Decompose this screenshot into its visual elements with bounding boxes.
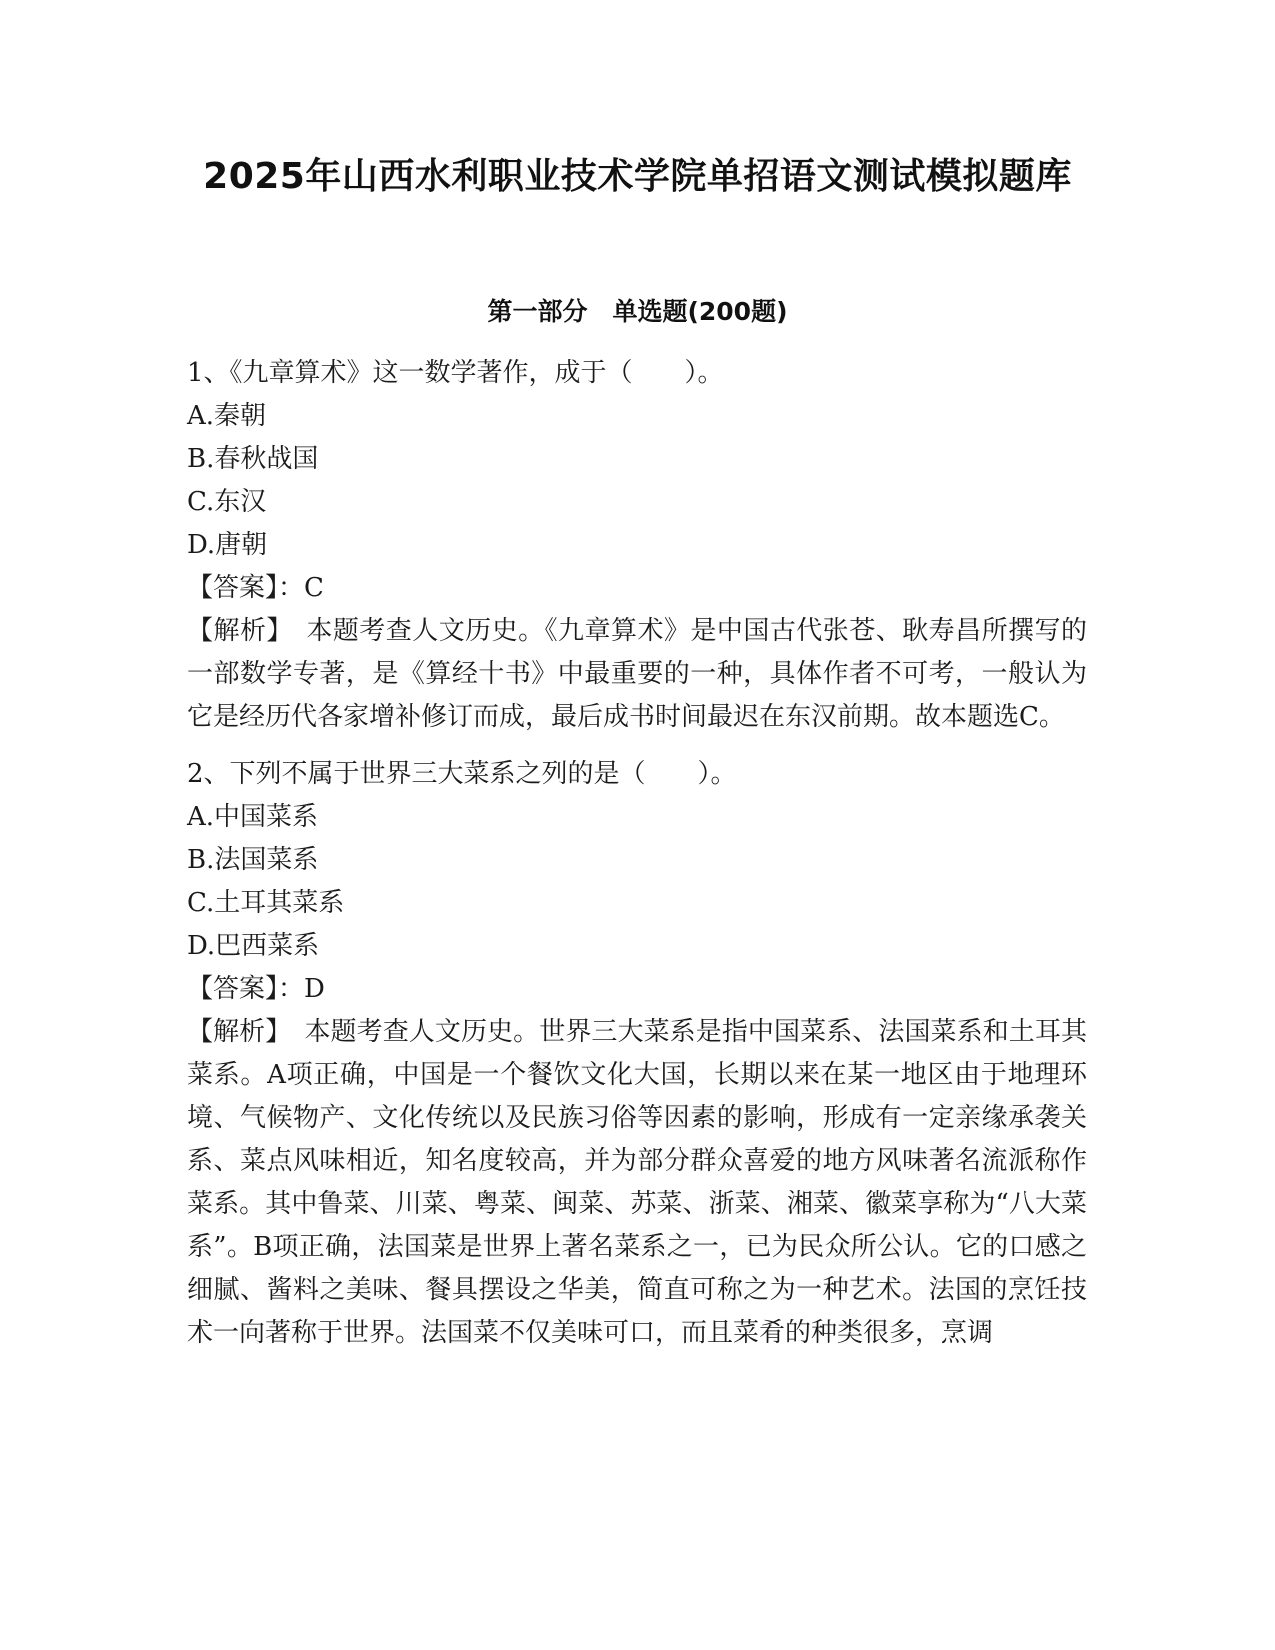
answer-line xyxy=(187,968,1087,1011)
question-1 xyxy=(187,352,1087,739)
question-stem: 2、下列不属于世界三大菜系之列的是（ ）。 xyxy=(187,759,737,789)
analysis-text: 本题考查人文历史。世界三大菜系是指中国菜系、法国菜系和土耳其菜系。A项正确，中国是一个餐饮文化大国，长期以来在某一地区由于地理环境、气候物产、文化传统以及民族习俗等因素的影响，形成有一定亲缘承袭关系、菜点风味相近，知名度较高，并为部分群众喜爱的地方风味著名流派称作菜系。其中鲁菜、川菜、粤菜、闽菜、苏菜、浙菜、湘菜、徽菜享称为“八大菜系”。B项正确，法国菜是世界上著名菜系之一，已为民众所公认。它的口感之细腻、酱料之美味、餐具摆设之华美，简直可称之为一种艺术。法国的烹饪技术一向著称于世界。法国菜不仅美味可口，而且菜肴的种类很多，烹调 xyxy=(187,1017,1087,1348)
analysis-text: 本题考查人文历史。《九章算术》是中国古代张苍、耿寿昌所撰写的一部数学专著，是《算经十书》中最重要的一种，具体作者不可考，一般认为它是经历代各家增补修订而成，最后成书时间最迟在东汉前期。故本题选C。 xyxy=(187,616,1087,732)
answer-value: ：D xyxy=(278,974,325,1004)
answer-value: ：C xyxy=(278,573,324,603)
question-list xyxy=(187,352,1087,1355)
option-c: C.东汉 xyxy=(187,487,267,517)
question-spacer xyxy=(187,739,1087,753)
analysis-label: 【解析】 xyxy=(187,616,280,646)
question-stem: 1、《九章算术》这一数学著作，成于（ ）。 xyxy=(187,358,724,388)
answer-line xyxy=(187,567,1087,610)
option-d: D.唐朝 xyxy=(187,530,268,560)
option-b: B.春秋战国 xyxy=(187,444,319,474)
question-2 xyxy=(187,753,1087,1355)
analysis-paragraph xyxy=(187,1011,1087,1355)
answer-label: 【答案】 xyxy=(187,974,279,1004)
option-d: D.巴西菜系 xyxy=(187,931,320,961)
option-b: B.法国菜系 xyxy=(187,845,319,875)
analysis-paragraph xyxy=(187,610,1087,739)
option-a: A.秦朝 xyxy=(187,401,267,431)
option-c: C.土耳其菜系 xyxy=(187,888,345,918)
answer-label: 【答案】 xyxy=(187,573,279,603)
document-title: 2025年山西水利职业技术学院单招语文测试模拟题库 xyxy=(203,156,1072,197)
section-heading: 第一部分 单选题(200题) xyxy=(487,297,788,326)
option-a: A.中国菜系 xyxy=(187,802,319,832)
analysis-label: 【解析】 xyxy=(187,1017,279,1047)
